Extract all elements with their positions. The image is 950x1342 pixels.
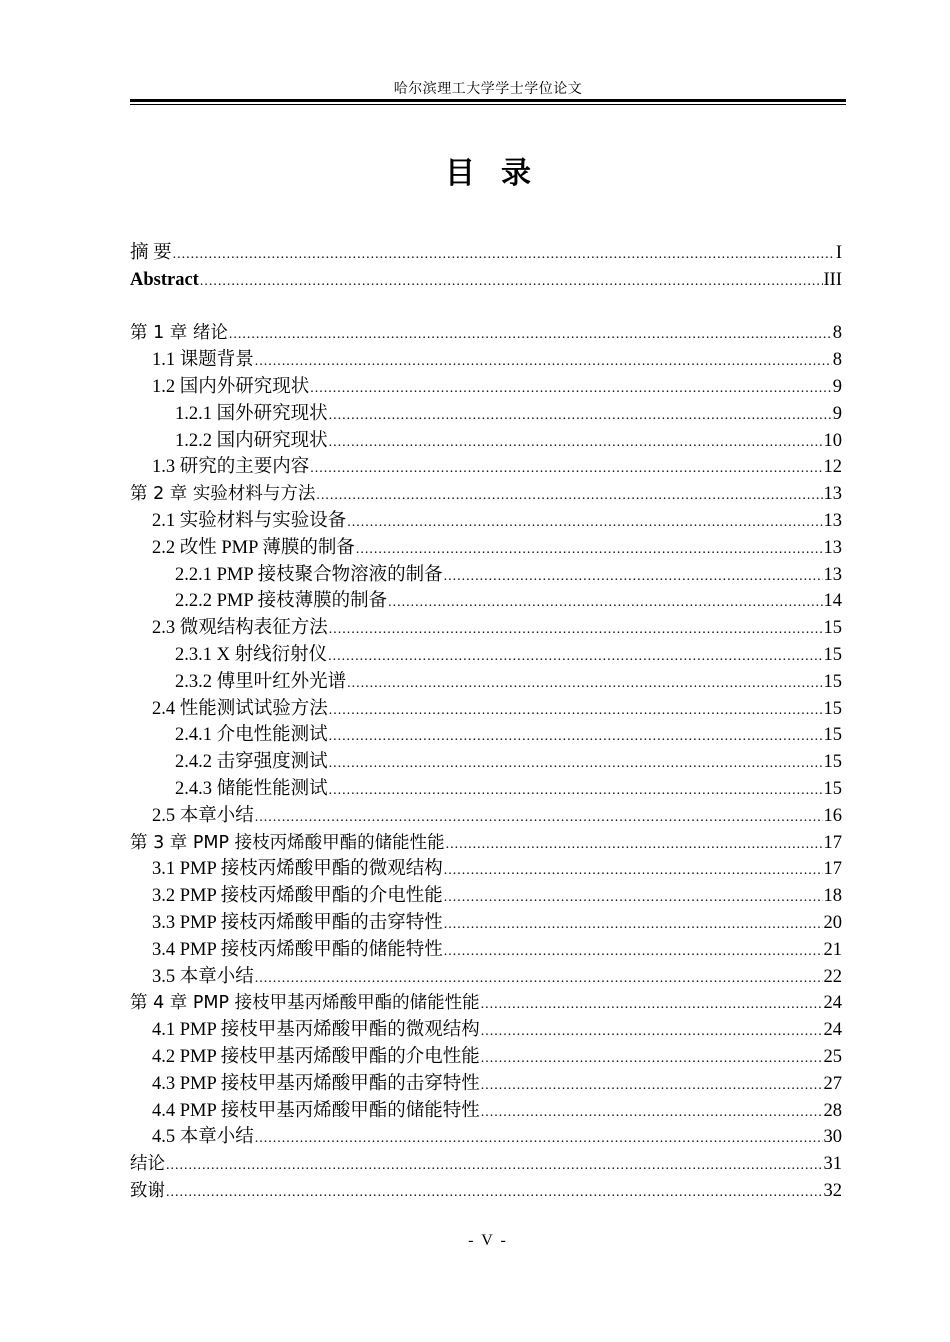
toc-entry-page: 22 <box>823 966 842 987</box>
toc-dot-leader <box>347 671 822 698</box>
toc-entry[interactable] <box>130 1151 842 1178</box>
toc-entry-page: 18 <box>823 886 842 907</box>
toc-dot-leader <box>255 1126 823 1153</box>
toc-entry-label: 2.3.2 傅里叶红外光谱 <box>175 671 347 692</box>
toc-dot-leader <box>444 939 823 966</box>
toc-dot-leader <box>255 349 832 376</box>
toc-entry-label: 1.2 国内外研究现状 <box>152 376 310 397</box>
toc-entry[interactable] <box>130 535 842 562</box>
toc-entry[interactable] <box>130 883 842 910</box>
toc-entry[interactable] <box>130 562 842 589</box>
toc-dot-leader <box>481 992 823 1019</box>
toc-dot-leader <box>229 322 832 349</box>
toc-entry[interactable] <box>130 776 842 803</box>
toc-dot-leader <box>444 564 823 591</box>
toc-entry-page: 27 <box>823 1073 842 1094</box>
running-header: 哈尔滨理工大学学士学位论文 <box>393 82 583 97</box>
toc-entry-page: 15 <box>823 698 842 719</box>
toc-entry[interactable] <box>130 964 842 991</box>
toc-entry-label: 2.4.3 储能性能测试 <box>175 778 328 799</box>
toc-dot-leader <box>481 1019 823 1046</box>
toc-dot-leader <box>316 483 822 510</box>
toc-entry-label: 致谢 <box>130 1180 165 1201</box>
toc-entry-label: 4.1 PMP 接枝甲基丙烯酸甲酯的微观结构 <box>152 1020 480 1041</box>
toc-entry-label: 1.1 课题背景 <box>152 350 254 371</box>
toc-dot-leader <box>329 617 823 644</box>
toc-entry[interactable] <box>130 320 842 347</box>
toc-dot-leader <box>444 858 823 885</box>
toc-dot-leader <box>166 1180 823 1207</box>
toc-entry[interactable] <box>130 937 842 964</box>
toc-entry[interactable] <box>130 1017 842 1044</box>
toc-entry-page: 30 <box>823 1127 842 1148</box>
toc-dot-leader <box>444 912 823 939</box>
toc-entry-page: 9 <box>832 376 842 397</box>
toc-entry-label: 2.2.1 PMP 接枝聚合物溶液的制备 <box>175 564 443 585</box>
toc-entry[interactable] <box>130 428 842 455</box>
table-of-contents <box>130 240 842 1205</box>
toc-entry-label: 第 3 章 PMP 接枝丙烯酸甲酯的储能性能 <box>130 832 445 853</box>
toc-dot-leader <box>481 1046 823 1073</box>
toc-entry-page: 13 <box>823 510 842 531</box>
toc-entry-label: 4.2 PMP 接枝甲基丙烯酸甲酯的介电性能 <box>152 1046 480 1067</box>
toc-entry[interactable] <box>130 347 842 374</box>
toc-dot-leader <box>481 1100 823 1127</box>
toc-dot-leader <box>310 376 831 403</box>
toc-dot-leader <box>200 269 823 296</box>
toc-dot-leader <box>446 832 823 859</box>
toc-entry[interactable] <box>130 803 842 830</box>
toc-entry-page: 17 <box>823 832 842 853</box>
toc-entry-label: 第 1 章 绪论 <box>130 323 228 344</box>
toc-entry-label: 1.3 研究的主要内容 <box>152 457 310 478</box>
toc-entry-page: I <box>835 243 842 263</box>
toc-entry-label: 3.2 PMP 接枝丙烯酸甲酯的介电性能 <box>152 886 443 907</box>
toc-entry-label: 摘 要 <box>130 243 172 263</box>
toc-entry-page: 24 <box>823 993 842 1014</box>
toc-entry-label: 2.2 改性 PMP 薄膜的制备 <box>152 537 355 558</box>
toc-entry[interactable] <box>130 990 842 1017</box>
toc-entry[interactable] <box>130 588 842 615</box>
toc-entry-page: 31 <box>823 1154 842 1175</box>
toc-dot-leader <box>388 590 822 617</box>
toc-dot-leader <box>329 778 823 805</box>
toc-entry[interactable] <box>130 615 842 642</box>
toc-entry-page: 15 <box>823 671 842 692</box>
toc-entry-label: 2.4.1 介电性能测试 <box>175 725 328 746</box>
toc-entry[interactable] <box>130 374 842 401</box>
toc-entry-page: 32 <box>823 1180 842 1201</box>
toc-entry-label: 2.3.1 X 射线衍射仪 <box>175 644 328 665</box>
toc-entry-label: 4.5 本章小结 <box>152 1127 254 1148</box>
toc-entry-label: 第 2 章 实验材料与方法 <box>130 484 316 505</box>
toc-entry-page: 14 <box>823 591 842 612</box>
toc-entry-label: 3.4 PMP 接枝丙烯酸甲酯的储能特性 <box>152 939 443 960</box>
toc-entry-page: 12 <box>823 457 842 478</box>
toc-entry-label: 3.5 本章小结 <box>152 966 254 987</box>
toc-entry-label: 4.3 PMP 接枝甲基丙烯酸甲酯的击穿特性 <box>152 1073 480 1094</box>
toc-entry-page: 15 <box>823 778 842 799</box>
toc-entry[interactable] <box>130 267 842 294</box>
toc-entry-label: 2.5 本章小结 <box>152 805 254 826</box>
toc-entry[interactable] <box>130 1178 842 1205</box>
toc-dot-leader <box>329 751 823 778</box>
toc-dot-leader <box>328 644 822 671</box>
toc-entry[interactable] <box>130 508 842 535</box>
toc-entry-page: 28 <box>823 1100 842 1121</box>
page-title: 目录 <box>445 156 557 191</box>
toc-entry[interactable] <box>130 1124 842 1151</box>
toc-entry-page: 9 <box>832 403 842 424</box>
toc-entry-label: 2.4.2 击穿强度测试 <box>175 752 328 773</box>
toc-entry[interactable] <box>130 1098 842 1125</box>
toc-entry-label: Abstract <box>130 269 199 290</box>
toc-entry[interactable] <box>130 240 842 267</box>
toc-entry-label: 第 4 章 PMP 接枝甲基丙烯酸甲酯的储能性能 <box>130 993 480 1014</box>
toc-entry-label: 结论 <box>130 1154 165 1175</box>
toc-entry-label: 3.1 PMP 接枝丙烯酸甲酯的微观结构 <box>152 859 443 880</box>
toc-entry-label: 2.1 实验材料与实验设备 <box>152 510 347 531</box>
toc-dot-leader <box>329 403 832 430</box>
toc-entry[interactable] <box>130 830 842 857</box>
toc-entry-page: 10 <box>823 430 842 451</box>
toc-entry-page: 8 <box>832 350 842 371</box>
toc-entry[interactable] <box>130 642 842 669</box>
toc-entry[interactable] <box>130 669 842 696</box>
toc-entry[interactable] <box>130 1071 842 1098</box>
toc-dot-leader <box>255 805 823 832</box>
toc-dot-leader <box>347 510 822 537</box>
toc-dot-leader <box>329 430 823 457</box>
toc-entry-page: 17 <box>823 859 842 880</box>
toc-entry-page: 24 <box>823 1020 842 1041</box>
toc-entry-page: 13 <box>823 537 842 558</box>
toc-entry-page: 15 <box>823 752 842 773</box>
toc-entry[interactable] <box>130 1044 842 1071</box>
toc-entry-page: III <box>823 269 842 290</box>
toc-dot-leader <box>329 724 823 751</box>
toc-dot-leader <box>310 456 822 483</box>
toc-dot-leader <box>173 242 835 269</box>
toc-entry[interactable] <box>130 401 842 428</box>
page-number: - V - <box>468 1232 508 1249</box>
toc-entry-label: 3.3 PMP 接枝丙烯酸甲酯的击穿特性 <box>152 912 443 933</box>
toc-entry[interactable] <box>130 749 842 776</box>
toc-entry-label: 1.2.1 国外研究现状 <box>175 403 328 424</box>
toc-entry[interactable] <box>130 454 842 481</box>
toc-entry-page: 13 <box>823 484 842 505</box>
toc-entry-page: 8 <box>832 323 842 344</box>
toc-entry-page: 25 <box>823 1046 842 1067</box>
toc-entry-page: 21 <box>823 939 842 960</box>
toc-entry-label: 2.2.2 PMP 接枝薄膜的制备 <box>175 591 388 612</box>
toc-entry-page: 15 <box>823 725 842 746</box>
toc-entry-label: 2.3 微观结构表征方法 <box>152 618 328 639</box>
header-rule-thick <box>130 99 846 102</box>
toc-entry-page: 15 <box>823 618 842 639</box>
toc-dot-leader <box>255 966 823 993</box>
toc-entry-label: 4.4 PMP 接枝甲基丙烯酸甲酯的储能特性 <box>152 1100 480 1121</box>
header-rule-thin <box>130 104 846 105</box>
toc-dot-leader <box>444 885 823 912</box>
toc-entry-page: 20 <box>823 912 842 933</box>
toc-entry-label: 1.2.2 国内研究现状 <box>175 430 328 451</box>
toc-entry[interactable] <box>130 910 842 937</box>
toc-dot-leader <box>166 1153 823 1180</box>
toc-dot-leader <box>356 537 823 564</box>
toc-dot-leader <box>481 1073 823 1100</box>
toc-entry[interactable] <box>130 722 842 749</box>
toc-entry-page: 16 <box>823 805 842 826</box>
toc-entry[interactable] <box>130 856 842 883</box>
toc-entry[interactable] <box>130 481 842 508</box>
toc-entry-label: 2.4 性能测试试验方法 <box>152 698 328 719</box>
toc-entry[interactable] <box>130 696 842 723</box>
toc-dot-leader <box>329 698 823 725</box>
toc-entry-page: 13 <box>823 564 842 585</box>
toc-entry-page: 15 <box>823 644 842 665</box>
